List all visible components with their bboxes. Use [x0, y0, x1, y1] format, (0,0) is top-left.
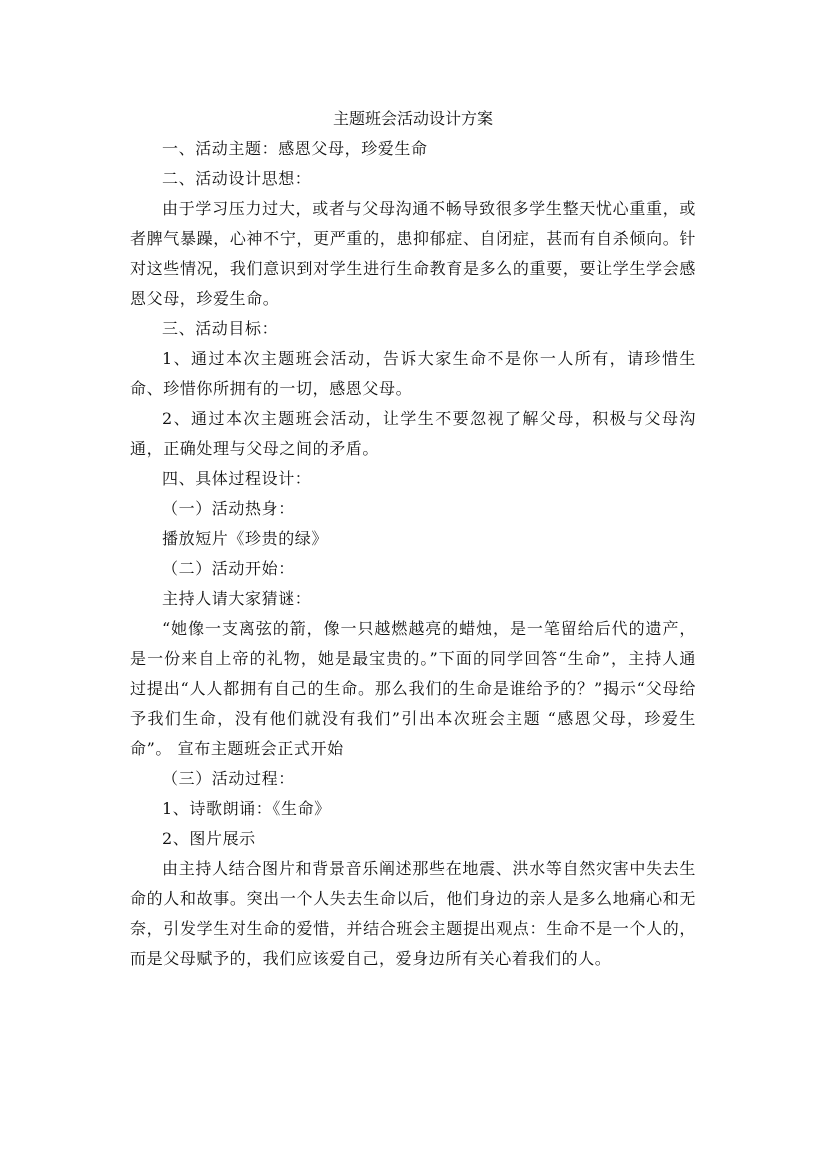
paragraph-poem: 1、诗歌朗诵：《生命》 — [162, 799, 331, 818]
paragraph-goal-2: 2、通过本次主题班会活动，让学生不要忽视了解父母，积极与父母沟通，正确处理与父母之间的矛盾。 — [130, 409, 696, 458]
heading-process-design: 四、具体过程设计： — [162, 469, 312, 488]
paragraph-pictures-detail: 由主持人结合图片和背景音乐阐述那些在地震、洪水等自然灾害中失去生命的人和故事。突出一个人失去生命以后，他们身边的亲人是多么地痛心和无奈，引发学生对生命的爱惜，并结合班会主题提出观点：生命不是一个人的，而是父母赋予的，我们应该爱自己，爱身边所有关心着我们的人。 — [130, 859, 696, 968]
document-body — [130, 104, 696, 974]
paragraph-riddle: “她像一支离弦的箭，像一只越燃越亮的蜡烛，是一笔留给后代的遗产，是一份来自上帝的礼物，她是最宝贵的。”下面的同学回答“生命”，主持人通过提出“人人都拥有自己的生命。那么我们的生命是谁给予的？”揭示“父母给予我们生命，没有他们就没有我们”引出本次班会主题 “感恩父母，珍爱生命”。 宣布主题班会正式开始 — [130, 619, 696, 758]
subheading-warmup: （一）活动热身： — [162, 499, 295, 518]
document-title: 主题班会活动设计方案 — [332, 109, 493, 128]
heading-activity-goals: 三、活动目标： — [162, 319, 279, 338]
paragraph-pictures: 2、图片展示 — [162, 829, 256, 848]
subheading-process: （三）活动过程： — [162, 769, 295, 788]
heading-activity-theme: 一、活动主题：感恩父母，珍爱生命 — [162, 139, 428, 158]
paragraph-design-idea: 由于学习压力过大，或者与父母沟通不畅导致很多学生整天忧心重重，或者脾气暴躁，心神不宁，更严重的，患抑郁症、自闭症，甚而有自杀倾向。针对这些情况，我们意识到对学生进行生命教育是多么的重要，要让学生学会感恩父母，珍爱生命。 — [130, 199, 696, 308]
paragraph-goal-1: 1、通过本次主题班会活动，告诉大家生命不是你一人所有，请珍惜生命、珍惜你所拥有的一切，感恩父母。 — [130, 349, 696, 398]
subheading-start: （二）活动开始： — [162, 559, 295, 578]
heading-design-idea: 二、活动设计思想： — [162, 169, 312, 188]
paragraph-riddle-intro: 主持人请大家猜谜： — [162, 589, 312, 608]
paragraph-warmup: 播放短片《珍贵的绿》 — [162, 529, 329, 548]
